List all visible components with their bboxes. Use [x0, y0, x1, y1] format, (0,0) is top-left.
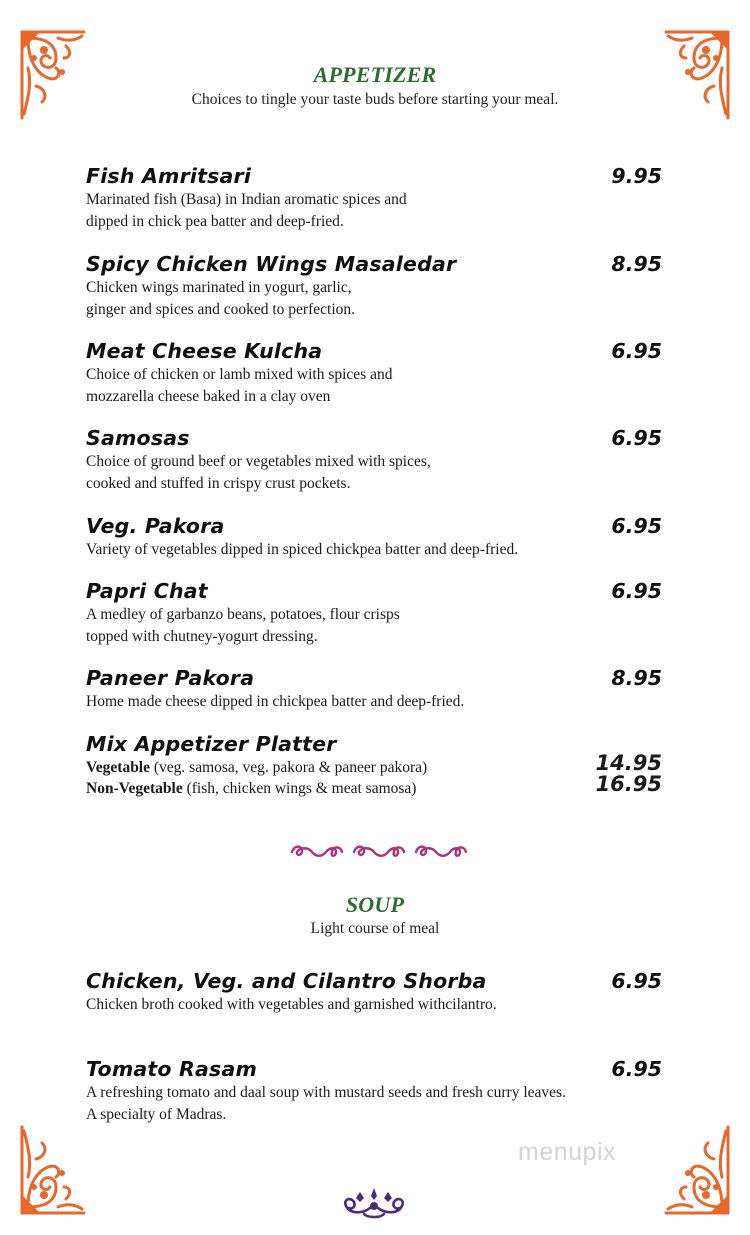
- item-price: 6.95: [611, 1057, 662, 1081]
- item-description: dipped in chick pea batter and deep-fried.: [86, 213, 344, 230]
- item-price: 6.95: [611, 969, 662, 993]
- item-price: 6.95: [611, 514, 662, 538]
- appetizer-title: APPETIZER: [313, 62, 437, 87]
- item-description: Variety of vegetables dipped in spiced chickpea batter and deep-fried.: [86, 541, 519, 558]
- menu-item: [86, 665, 662, 713]
- platter-option-label: Non-Vegetable: [86, 780, 183, 797]
- menu-item: [86, 513, 662, 561]
- menu-item: [86, 968, 662, 1016]
- item-price: 8.95: [611, 666, 662, 690]
- scroll-divider-icon: [288, 842, 468, 862]
- menu-item: [86, 578, 662, 648]
- menu-item: [86, 1056, 662, 1126]
- item-price: 6.95: [611, 579, 662, 603]
- menu-item-platter: [86, 731, 662, 799]
- menu-item: [86, 338, 662, 408]
- item-name: Papri Chat: [86, 579, 208, 603]
- item-name: Paneer Pakora: [86, 666, 255, 690]
- item-description: A medley of garbanzo beans, potatoes, flour crisps: [86, 606, 400, 623]
- soup-title: SOUP: [345, 892, 405, 917]
- menu-item: [86, 251, 662, 321]
- item-description: Chicken broth cooked with vegetables and garnished withcilantro.: [86, 996, 497, 1013]
- item-price: 8.95: [611, 252, 662, 276]
- floral-corner-ornament-icon: [18, 1121, 90, 1217]
- item-name: Meat Cheese Kulcha: [86, 339, 323, 363]
- item-description: cooked and stuffed in crispy crust pockets.: [86, 475, 351, 492]
- item-description: Home made cheese dipped in chickpea batter and deep-fried.: [86, 693, 465, 710]
- item-description: Marinated fish (Basa) in Indian aromatic spices and: [86, 191, 407, 208]
- appetizer-subtitle: Choices to tingle your taste buds before starting your meal.: [191, 91, 559, 108]
- item-price: 16.95: [595, 772, 662, 796]
- item-price: 9.95: [611, 164, 662, 188]
- item-description: Choice of ground beef or vegetables mixed with spices,: [86, 453, 431, 470]
- item-description: Chicken wings marinated in yogurt, garlic,: [86, 279, 352, 296]
- floral-corner-ornament-icon: [660, 1121, 732, 1217]
- menu-item: [86, 163, 662, 233]
- soup-subtitle: Light course of meal: [310, 920, 440, 937]
- item-description: A refreshing tomato and daal soup with mustard seeds and fresh curry leaves.: [86, 1084, 566, 1101]
- platter-option-non-vegetable: [86, 772, 662, 799]
- platter-option-label: Vegetable: [86, 759, 150, 776]
- item-price: 6.95: [611, 339, 662, 363]
- floral-motif-icon: [340, 1184, 408, 1220]
- item-name: Mix Appetizer Platter: [86, 732, 337, 756]
- platter-option-desc: (fish, chicken wings & meat samosa): [182, 780, 417, 797]
- menu-item: [86, 425, 662, 495]
- item-description: ginger and spices and cooked to perfection.: [86, 301, 356, 318]
- item-name: Spicy Chicken Wings Masaledar: [86, 252, 457, 276]
- item-description: mozzarella cheese baked in a clay oven: [86, 388, 331, 405]
- platter-option-vegetable: [86, 751, 662, 778]
- item-description: A specialty of Madras.: [86, 1106, 227, 1123]
- item-price: 6.95: [611, 426, 662, 450]
- item-name: Chicken, Veg. and Cilantro Shorba: [86, 969, 487, 993]
- watermark: menupix: [518, 1138, 616, 1166]
- item-name: Veg. Pakora: [86, 514, 225, 538]
- platter-option-desc: (veg. samosa, veg. pakora & paneer pakora): [150, 759, 428, 776]
- item-description: Choice of chicken or lamb mixed with spices and: [86, 366, 393, 383]
- item-name: Samosas: [86, 426, 190, 450]
- item-name: Fish Amritsari: [86, 164, 252, 188]
- item-name: Tomato Rasam: [86, 1057, 258, 1081]
- item-price: 14.95: [595, 751, 662, 775]
- item-description: topped with chutney-yogurt dressing.: [86, 628, 318, 645]
